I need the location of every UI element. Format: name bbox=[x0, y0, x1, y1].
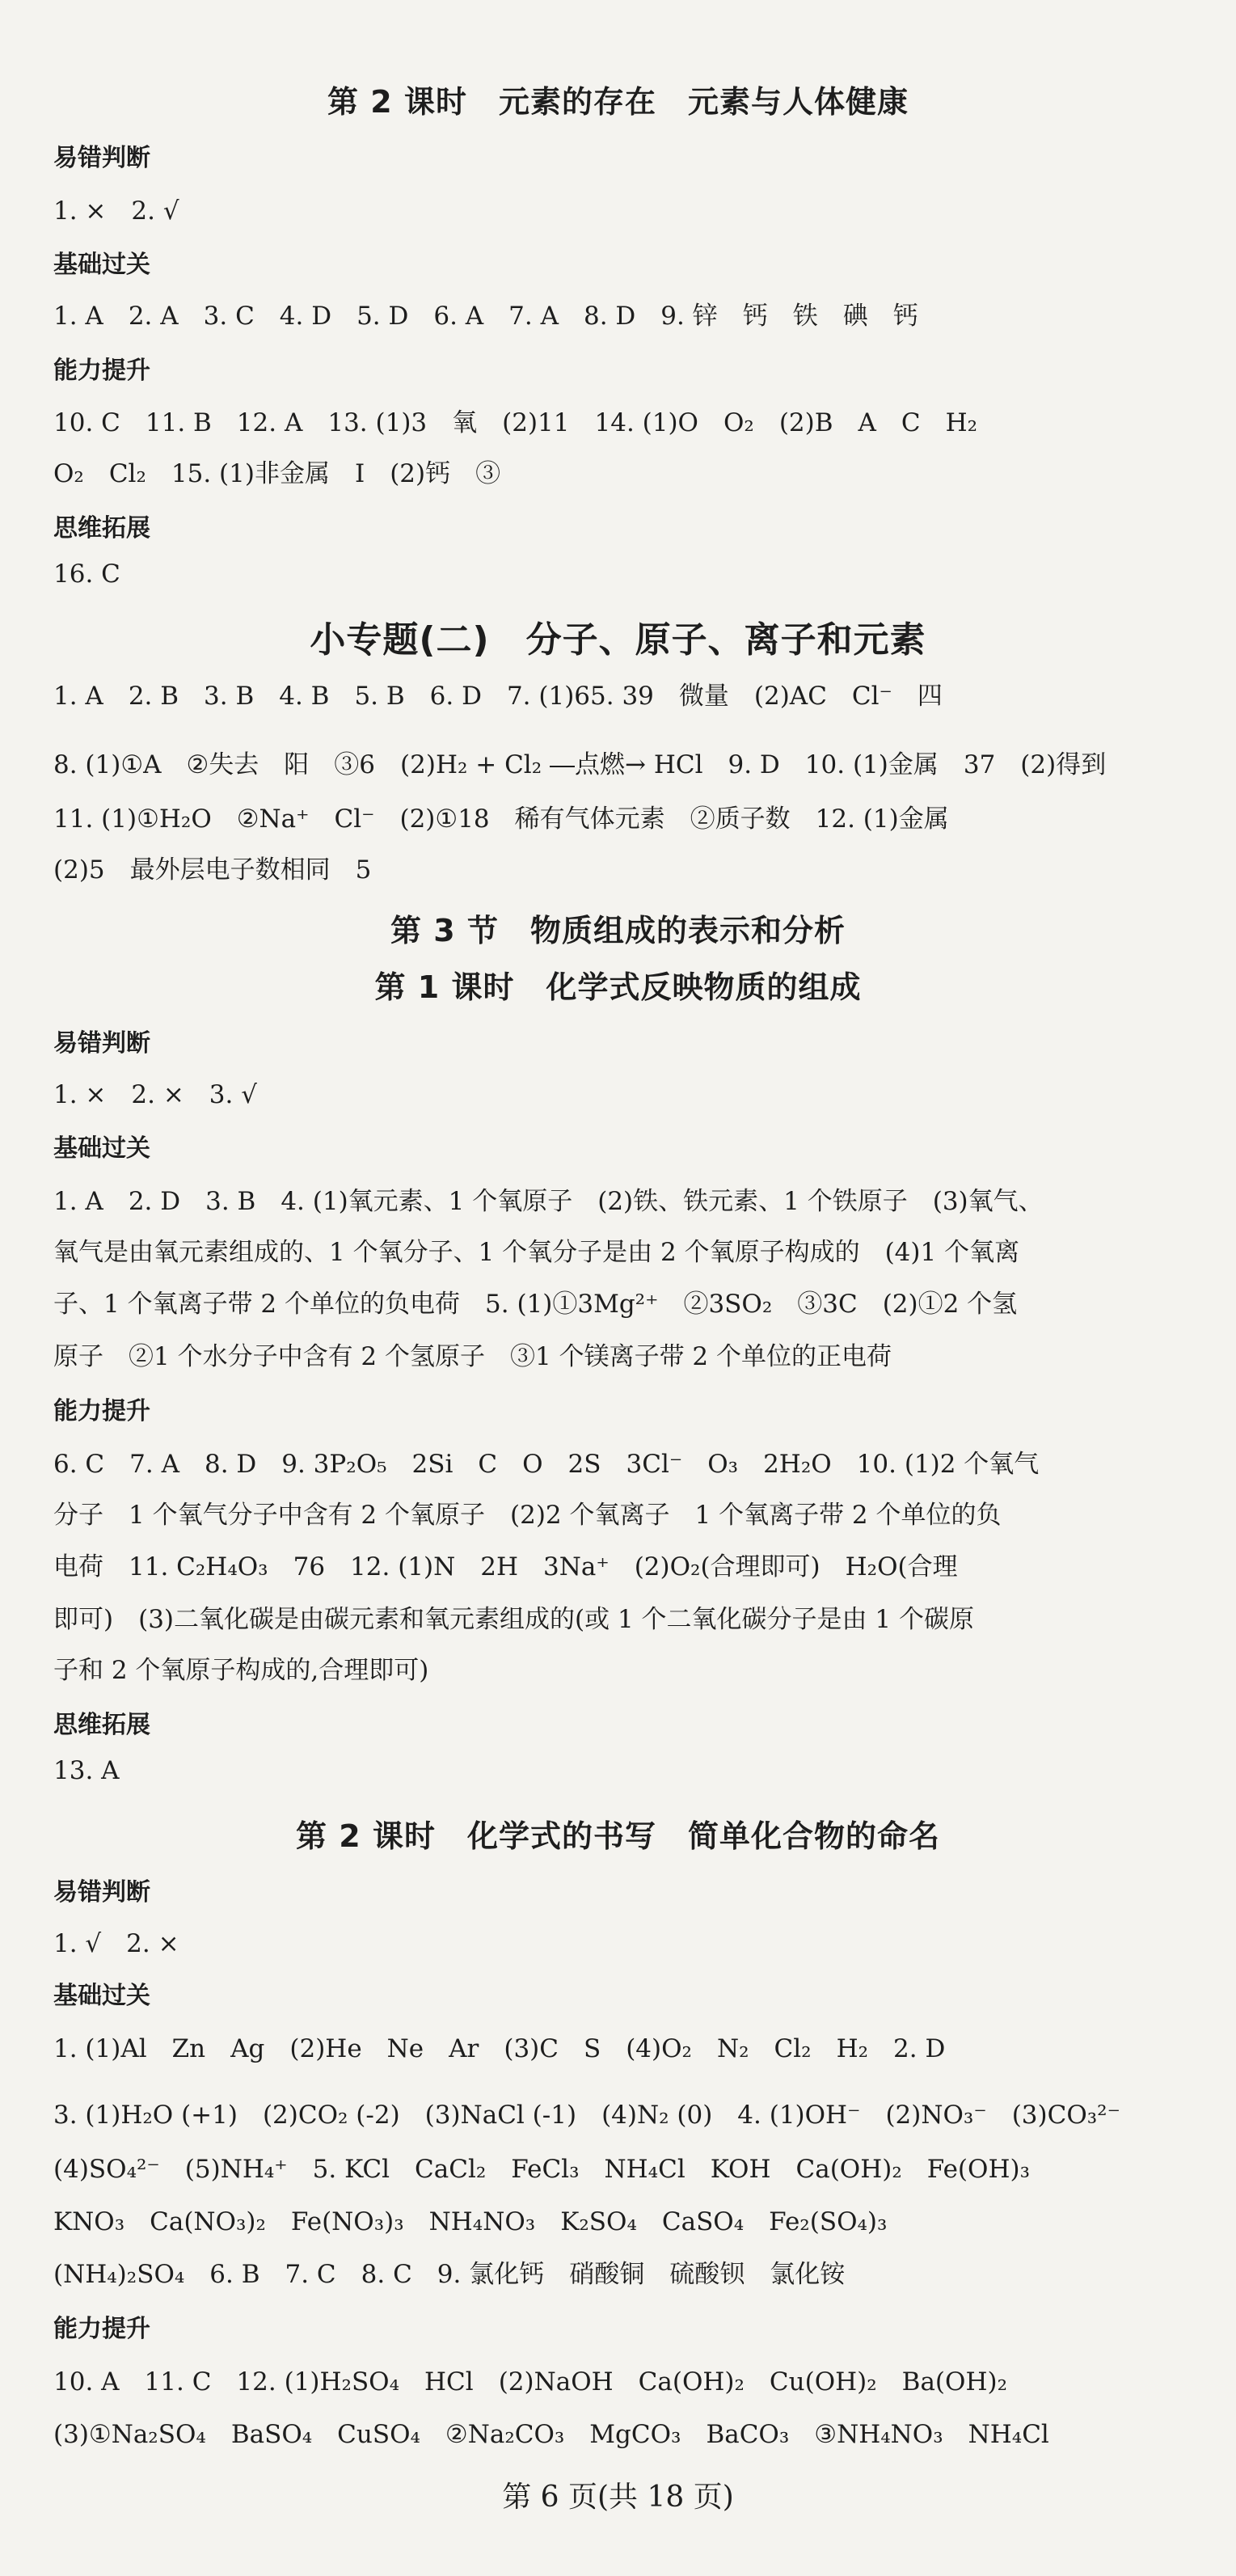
section-title-special-topic: 小专题(二) 分子、原子、离子和元素 bbox=[310, 619, 926, 661]
answer-line: 1. A 2. D 3. B 4. (1)氧元素、1 个氧原子 (2)铁、铁元素、1 个铁原子 (3)氧气、 bbox=[53, 1187, 1044, 1216]
answer-line: (4)SO₄²⁻ (5)NH₄⁺ 5. KCl CaCl₂ FeCl₃ NH₄Cl KOH Ca(OH)₂ Fe(OH)₃ bbox=[53, 2155, 1030, 2184]
answer-line: 1. (1)Al Zn Ag (2)He Ne Ar (3)C S (4)O₂ N₂ Cl₂ H₂ 2. D bbox=[53, 2034, 946, 2063]
answer-line: 1. A 2. A 3. C 4. D 5. D 6. A 7. A 8. D 9. 锌 钙 铁 碘 钙 bbox=[53, 302, 918, 331]
section-title-element-health: 第 2 课时 元素的存在 元素与人体健康 bbox=[327, 84, 909, 120]
answer-line: (NH₄)₂SO₄ 6. B 7. C 8. C 9. 氯化钙 硝酸铜 硫酸钡 氯化铵 bbox=[53, 2260, 846, 2289]
heading-easy-mistakes: 易错判断 bbox=[53, 144, 150, 172]
answer-line: 10. A 11. C 12. (1)H₂SO₄ HCl (2)NaOH Ca(OH)₂ Cu(OH)₂ Ba(OH)₂ bbox=[53, 2367, 1007, 2397]
answer-line: 16. C bbox=[53, 560, 120, 589]
section-title-lesson2: 第 2 课时 化学式的书写 简单化合物的命名 bbox=[296, 1818, 940, 1854]
heading-thinking: 思维拓展 bbox=[53, 1711, 150, 1739]
answer-line: 8. (1)①A ②失去 阳 ③6 (2)H₂ + Cl₂ ―点燃→ HCl 9. D 10. (1)金属 37 (2)得到 bbox=[53, 750, 1107, 779]
answer-line: 1. × 2. √ bbox=[53, 196, 179, 226]
answer-line: 1. × 2. × 3. √ bbox=[53, 1080, 257, 1109]
answer-line: 分子 1 个氧气分子中含有 2 个氧原子 (2)2 个氧离子 1 个氧离子带 2 个单位的负 bbox=[53, 1501, 1002, 1530]
answer-line: 氧气是由氧元素组成的、1 个氧分子、1 个氧分子是由 2 个氧原子构成的 (4)1 个氧离 bbox=[53, 1238, 1020, 1267]
answer-line: 10. C 11. B 12. A 13. (1)3 氧 (2)11 14. (1)O O₂ (2)B A C H₂ bbox=[53, 408, 978, 437]
answer-line: O₂ Cl₂ 15. (1)非金属 I (2)钙 ③ bbox=[53, 459, 501, 488]
heading-thinking: 思维拓展 bbox=[53, 514, 150, 543]
heading-basic: 基础过关 bbox=[53, 251, 150, 279]
heading-ability: 能力提升 bbox=[53, 1397, 150, 1425]
heading-basic: 基础过关 bbox=[53, 1982, 150, 2010]
answer-line: 原子 ②1 个水分子中含有 2 个氢原子 ③1 个镁离子带 2 个单位的正电荷 bbox=[53, 1342, 892, 1371]
answer-line: 3. (1)H₂O (+1) (2)CO₂ (-2) (3)NaCl (-1) (4)N₂ (0) 4. (1)OH⁻ (2)NO₃⁻ (3)CO₃²⁻ bbox=[53, 2101, 1120, 2130]
page-number-footer: 第 6 页(共 18 页) bbox=[502, 2481, 734, 2514]
heading-ability: 能力提升 bbox=[53, 2315, 150, 2343]
heading-ability: 能力提升 bbox=[53, 357, 150, 385]
answer-line: 子、1 个氧离子带 2 个单位的负电荷 5. (1)①3Mg²⁺ ②3SO₂ ③3C (2)①2 个氢 bbox=[53, 1290, 1018, 1319]
heading-easy-mistakes: 易错判断 bbox=[53, 1029, 150, 1058]
section-title-lesson1: 第 1 课时 化学式反映物质的组成 bbox=[374, 969, 862, 1005]
answer-line: 6. C 7. A 8. D 9. 3P₂O₅ 2Si C O 2S 3Cl⁻ O₃ 2H₂O 10. (1)2 个氧气 bbox=[53, 1450, 1040, 1479]
answer-line: (3)①Na₂SO₄ BaSO₄ CuSO₄ ②Na₂CO₃ MgCO₃ BaCO₃ ③NH₄NO₃ NH₄Cl bbox=[53, 2420, 1049, 2449]
answer-line: 1. √ 2. × bbox=[53, 1929, 179, 1958]
answer-line: 13. A bbox=[53, 1756, 120, 1785]
answer-line: (2)5 最外层电子数相同 5 bbox=[53, 855, 372, 885]
answer-line: KNO₃ Ca(NO₃)₂ Fe(NO₃)₃ NH₄NO₃ K₂SO₄ CaSO₄ Fe₂(SO₄)₃ bbox=[53, 2207, 888, 2236]
answer-line: 1. A 2. B 3. B 4. B 5. B 6. D 7. (1)65. 39 微量 (2)AC Cl⁻ 四 bbox=[53, 682, 943, 711]
section-title-section3: 第 3 节 物质组成的表示和分析 bbox=[390, 913, 846, 948]
heading-easy-mistakes: 易错判断 bbox=[53, 1878, 150, 1907]
heading-basic: 基础过关 bbox=[53, 1134, 150, 1163]
answer-line: 11. (1)①H₂O ②Na⁺ Cl⁻ (2)①18 稀有气体元素 ②质子数 12. (1)金属 bbox=[53, 804, 949, 834]
answer-line: 子和 2 个氧原子构成的,合理即可) bbox=[53, 1656, 429, 1685]
answer-line: 电荷 11. C₂H₄O₃ 76 12. (1)N 2H 3Na⁺ (2)O₂(合理即可) H₂O(合理 bbox=[53, 1552, 958, 1581]
answer-line: 即可) (3)二氧化碳是由碳元素和氧元素组成的(或 1 个二氧化碳分子是由 1 个碳原 bbox=[53, 1605, 974, 1634]
